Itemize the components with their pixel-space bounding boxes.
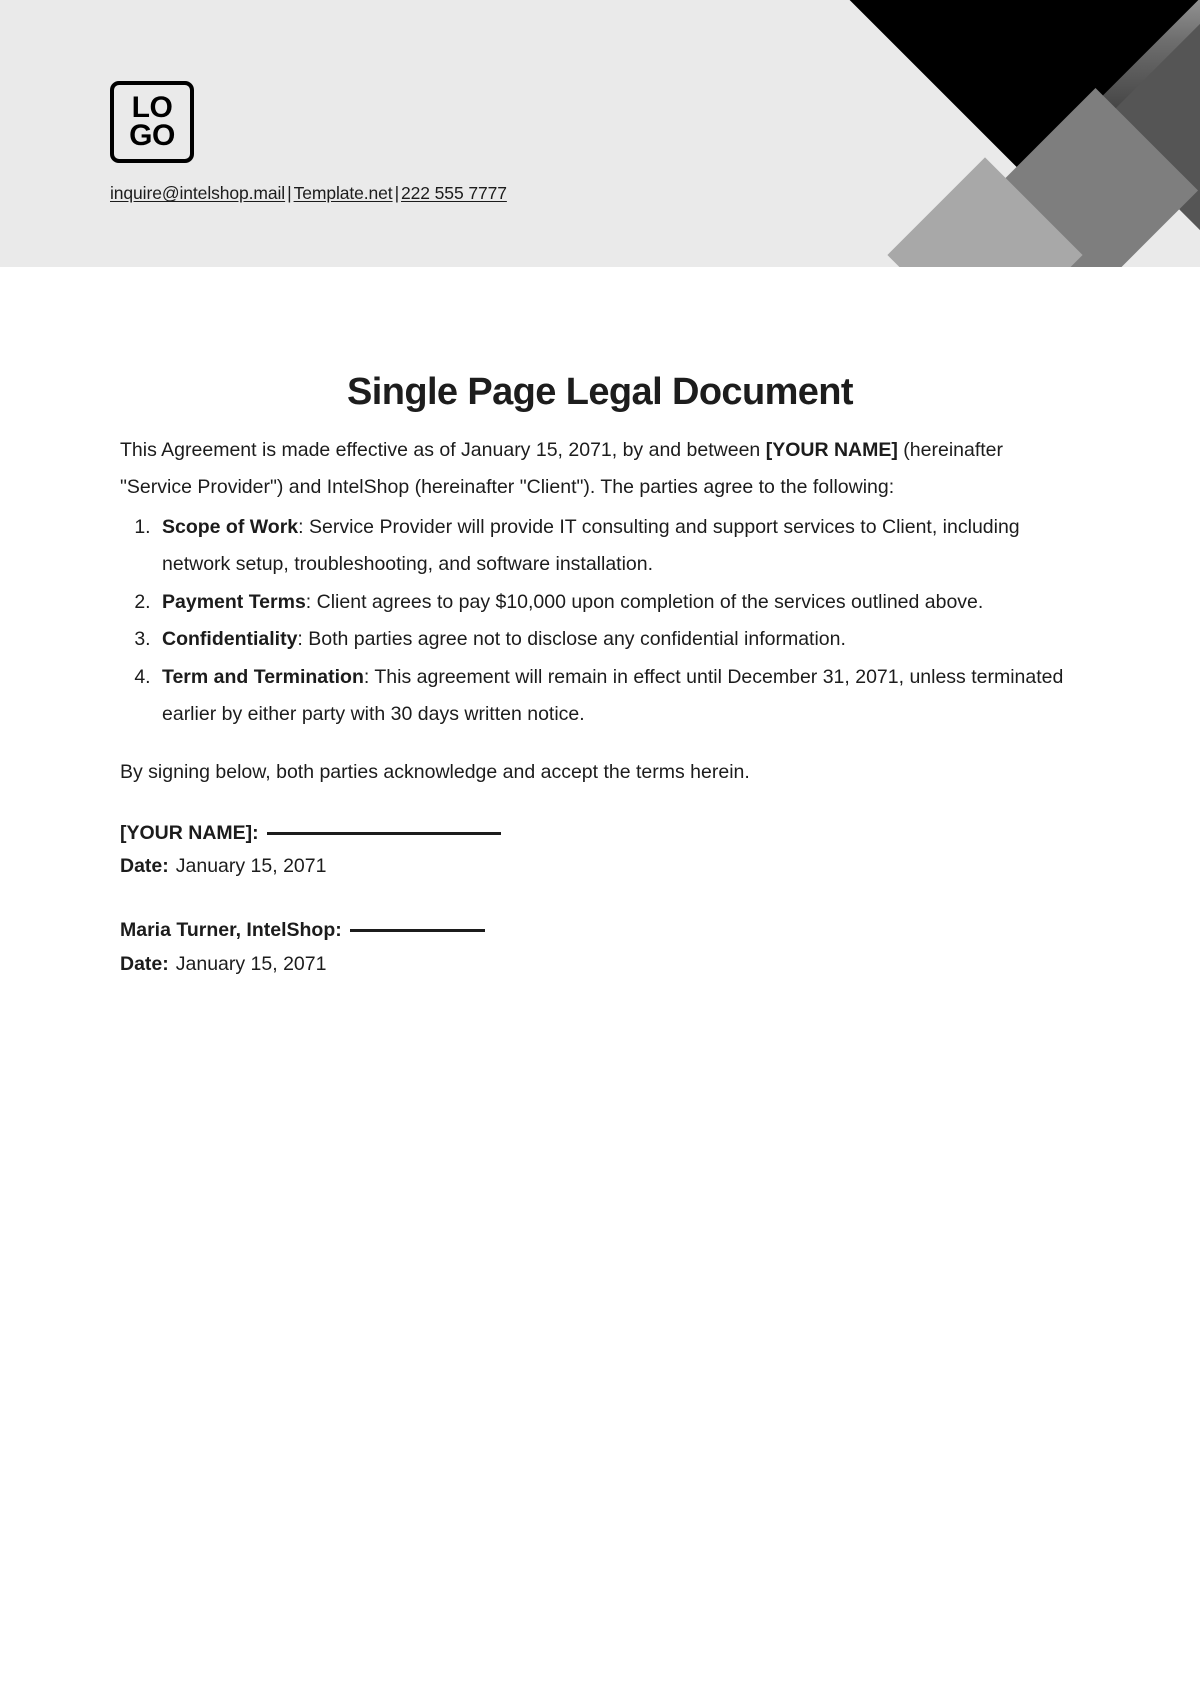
list-item bbox=[156, 509, 1080, 584]
clause-heading: Payment Terms bbox=[162, 590, 306, 613]
list-item bbox=[156, 621, 1080, 658]
clause-heading: Scope of Work bbox=[162, 515, 299, 538]
page-header bbox=[0, 0, 1200, 267]
dark-grey-square-shape bbox=[1097, 21, 1200, 233]
contact-separator-1: | bbox=[287, 183, 292, 203]
signature-line[interactable] bbox=[350, 929, 485, 932]
black-square-shape bbox=[849, 0, 1200, 174]
logo-text-top: LO bbox=[131, 90, 173, 124]
contact-info bbox=[110, 183, 507, 204]
clause-body: : Service Provider will provide IT consulting and support services to Client, including network setup, troubleshooting, and software installation. bbox=[162, 515, 1020, 576]
contact-separator-2: | bbox=[394, 183, 400, 203]
signature-label: [YOUR NAME]: bbox=[120, 821, 259, 844]
mid-grey-square-shape bbox=[993, 88, 1198, 267]
phone-link[interactable]: 222 555 7777 bbox=[401, 183, 507, 203]
clause-list bbox=[120, 509, 1080, 734]
closing-paragraph: By signing below, both parties acknowledge and accept the terms herein. bbox=[120, 760, 750, 783]
intro-party-name: [YOUR NAME] bbox=[765, 439, 898, 461]
website-link[interactable]: Template.net bbox=[293, 183, 393, 203]
signature-line[interactable] bbox=[267, 832, 501, 835]
intro-part-1: This Agreement is made effective as of January 15, 2071, by and between bbox=[120, 439, 766, 461]
signature-date-value: January 15, 2071 bbox=[175, 952, 327, 975]
intro-part-2: (hereinafter "Service Provider") and IntelShop (hereinafter "Client"). The parties agree to the following: bbox=[120, 439, 1004, 499]
clause-heading: Term and Termination bbox=[162, 665, 364, 688]
signature-name-row bbox=[120, 914, 1080, 948]
logo-text-bottom: GO bbox=[129, 119, 175, 152]
clause-body: : Client agrees to pay $10,000 upon completion of the services outlined above. bbox=[305, 590, 984, 613]
signature-date-label: Date: bbox=[120, 952, 169, 975]
logo-icon bbox=[110, 81, 194, 163]
signature-date-row bbox=[120, 948, 1080, 982]
signature-block-client bbox=[120, 914, 1080, 981]
document-body bbox=[0, 267, 1200, 981]
geometric-decoration bbox=[780, 0, 1200, 267]
signature-label: Maria Turner, IntelShop: bbox=[120, 919, 342, 941]
clause-body: : This agreement will remain in effect until December 31, 2071, unless terminated earlier by either party with 30 days written notice. bbox=[162, 665, 1064, 726]
signature-name-row bbox=[120, 817, 1080, 851]
brand-block bbox=[110, 81, 507, 204]
signature-date-label: Date: bbox=[120, 855, 169, 878]
clause-heading: Confidentiality bbox=[162, 628, 298, 651]
signature-date-value: January 15, 2071 bbox=[175, 855, 327, 878]
signature-date-row bbox=[120, 850, 1080, 884]
list-item bbox=[156, 659, 1080, 734]
list-item bbox=[156, 584, 1080, 621]
intro-paragraph bbox=[120, 432, 1080, 507]
light-grey-square-shape bbox=[887, 157, 1082, 267]
gradient-square-shape bbox=[978, 0, 1200, 155]
signature-block-provider bbox=[120, 817, 1080, 884]
clause-body: : Both parties agree not to disclose any confidential information. bbox=[297, 628, 846, 651]
email-link[interactable]: inquire@intelshop.mail bbox=[110, 183, 286, 203]
page-title: Single Page Legal Document bbox=[347, 371, 853, 413]
